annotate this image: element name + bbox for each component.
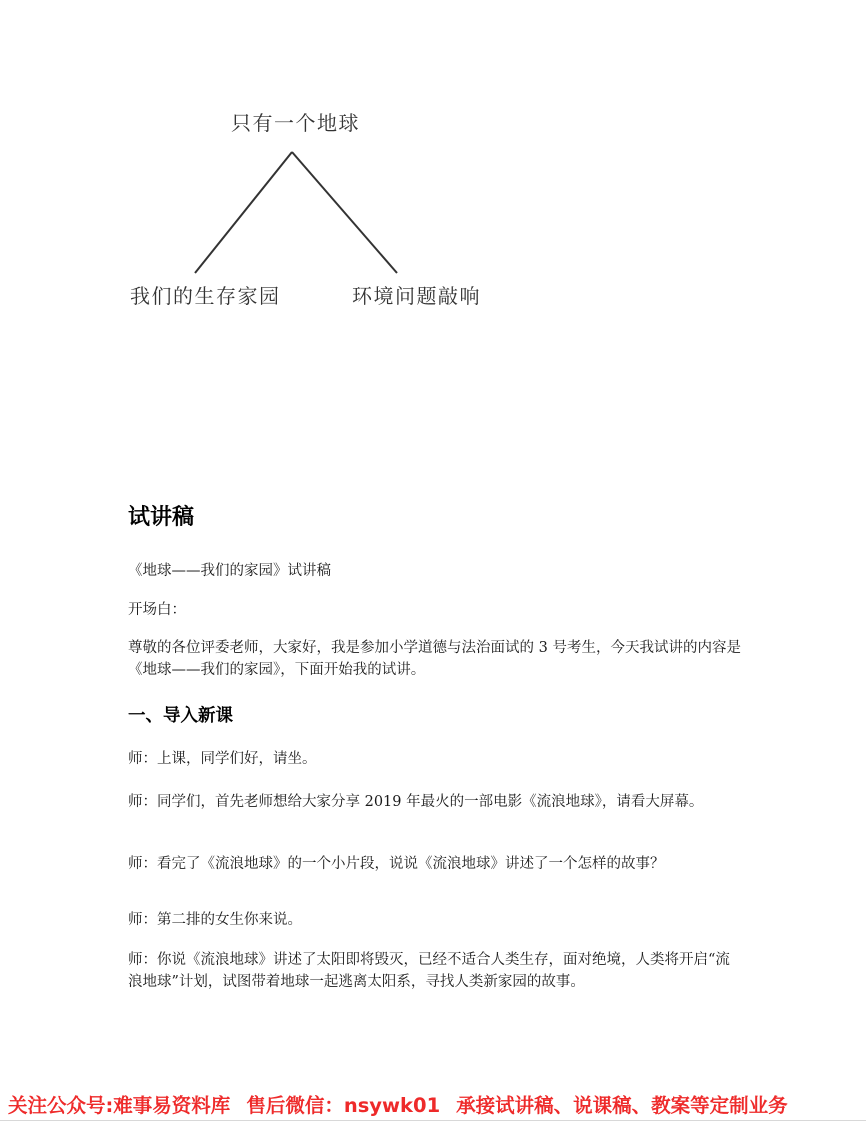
opening-label: 开场白： — [128, 602, 186, 618]
section-heading-intro: 一、导入新课 — [128, 706, 233, 726]
knowledge-tree-diagram — [0, 0, 866, 340]
diagram-right-branch-label: 环境问题敲响 — [352, 284, 481, 308]
watermark-wechat-text: 售后微信：nsywk01 — [246, 1094, 441, 1117]
promo-watermark-banner — [0, 1092, 866, 1120]
diagram-root-label: 只有一个地球 — [231, 111, 360, 135]
footer-divider — [0, 1120, 866, 1121]
opening-paragraph: 尊敬的各位评委老师，大家好，我是参加小学道德与法治面试的 3 号考生，今天我试讲的内容是《地球——我们的家园》，下面开始我的试讲。 — [128, 640, 741, 678]
diagram-left-branch-label: 我们的生存家园 — [130, 284, 281, 308]
watermark-service-text: 承接试讲稿、说课稿、教案等定制业务 — [456, 1094, 788, 1117]
dialogue-paragraph: 师：同学们，首先老师想给大家分享 2019 年最火的一部电影《流浪地球》，请看大屏幕。 — [128, 794, 704, 810]
dialogue-paragraph: 师：你说《流浪地球》讲述了太阳即将毁灭，已经不适合人类生存，面对绝境，人类将开启“流浪地球”计划，试图带着地球一起逃离太阳系，寻找人类新家园的故事。 — [128, 952, 730, 990]
dialogue-paragraph: 师：第二排的女生你来说。 — [128, 912, 302, 928]
dialogue-paragraph: 师：看完了《流浪地球》的一个小片段，说说《流浪地球》讲述了一个怎样的故事？ — [128, 856, 665, 872]
document-subtitle: 《地球——我们的家园》试讲稿 — [128, 563, 331, 579]
document-heading: 试讲稿 — [128, 505, 195, 530]
dialogue-paragraph: 师：上课，同学们好，请坐。 — [128, 751, 317, 767]
watermark-account-text: 关注公众号:难事易资料库 — [8, 1094, 231, 1117]
